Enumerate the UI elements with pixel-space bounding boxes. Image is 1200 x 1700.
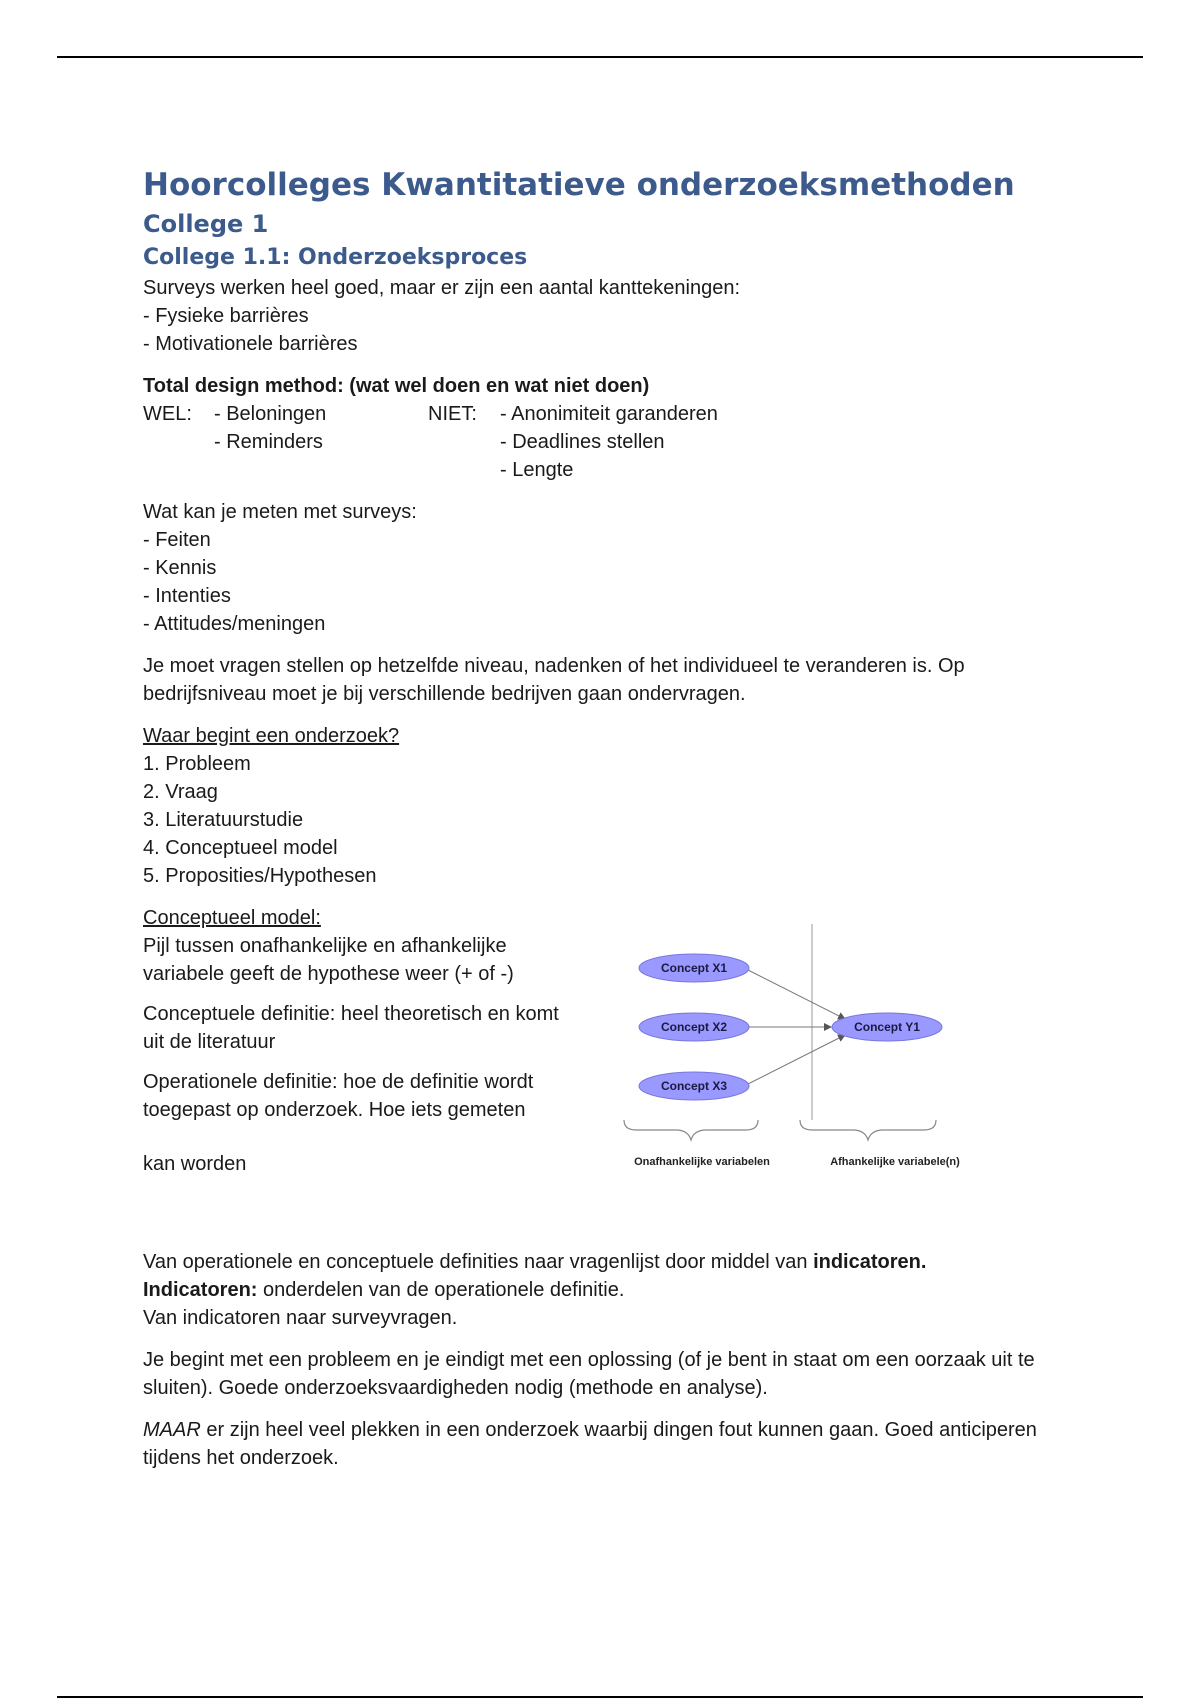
diagram-svg	[622, 924, 1062, 1214]
list-item: - Intenties	[143, 585, 231, 607]
college-heading: College 1	[143, 210, 269, 238]
concept-x2-label: Concept X2	[660, 1020, 728, 1034]
concept-y1-label: Concept Y1	[854, 1020, 920, 1034]
tdm-table	[143, 400, 1073, 484]
indicators-line-1	[143, 1248, 1073, 1276]
model-paragraph-3b: kan worden	[143, 1153, 247, 1175]
conceptual-model-diagram	[622, 924, 1062, 1214]
list-item: - Attitudes/meningen	[143, 613, 326, 635]
model-heading: Conceptueel model:	[143, 907, 321, 929]
indicators-term: Indicatoren:	[143, 1279, 258, 1301]
measure-heading: Wat kan je meten met surveys:	[143, 501, 417, 523]
list-item: - Motivationele barrières	[143, 333, 358, 355]
list-item: - Fysieke barrières	[143, 305, 309, 327]
arrow-x3-y1	[744, 1035, 845, 1086]
header-rule	[57, 56, 1143, 58]
arrow-x1-y1	[744, 968, 845, 1019]
start-heading: Waar begint een onderzoek?	[143, 725, 400, 747]
list-item: 1. Probleem	[143, 753, 251, 775]
intro-text: Surveys werken heel goed, maar er zijn een aantal kanttekeningen:	[143, 277, 741, 299]
indicators-definition: onderdelen van de operationele definitie.	[257, 1279, 625, 1301]
but-paragraph	[143, 1416, 1073, 1472]
list-item: - Lengte	[500, 459, 574, 481]
wel-label: WEL:	[143, 403, 192, 425]
concept-x1-label: Concept X1	[660, 961, 728, 975]
independent-brace	[624, 1120, 758, 1140]
list-item: - Beloningen	[214, 403, 327, 425]
model-paragraph-1: Pijl tussen onafhankelijke en afhankelijke variabele geeft de hypothese weer (+ of -)	[143, 935, 514, 985]
indicators-line-1a: Van operationele en conceptuele definities naar vragenlijst door middel van	[143, 1251, 814, 1273]
indicators-line-1b: indicatoren.	[813, 1251, 927, 1273]
list-item: 3. Literatuurstudie	[143, 809, 304, 831]
niet-label: NIET:	[428, 403, 477, 425]
but-emphasis: MAAR	[143, 1419, 201, 1441]
list-item: 5. Proposities/Hypothesen	[143, 865, 377, 887]
list-item: - Reminders	[214, 431, 323, 453]
tdm-heading: Total design method: (wat wel doen en wat niet doen)	[143, 375, 650, 397]
concept-x3-label: Concept X3	[660, 1079, 728, 1093]
indicators-line-2	[143, 1276, 1073, 1304]
dependent-brace	[800, 1120, 936, 1140]
list-item: - Anonimiteit garanderen	[500, 403, 718, 425]
footer-rule	[57, 1696, 1143, 1698]
section-heading: College 1.1: Onderzoeksproces	[143, 245, 528, 270]
independent-label: Onafhankelijke variabelen	[634, 1156, 770, 1168]
list-item: - Deadlines stellen	[500, 431, 665, 453]
conceptual-model-section	[143, 904, 1073, 1226]
dependent-label: Afhankelijke variabele(n)	[830, 1156, 960, 1168]
model-paragraph-2: Conceptuele definitie: heel theoretisch en komt uit de literatuur	[143, 1003, 559, 1053]
document-body	[143, 164, 1073, 1472]
but-text: er zijn heel veel plekken in een onderzoek waarbij dingen fout kunnen gaan. Goed anticiperen tijdens het onderzoek.	[143, 1419, 1037, 1469]
model-paragraph-3: Operationele definitie: hoe de definitie wordt toegepast op onderzoek. Hoe iets gemeten	[143, 1071, 534, 1121]
indicators-line-3: Van indicatoren naar surveyvragen.	[143, 1307, 458, 1329]
list-item: - Feiten	[143, 529, 211, 551]
problem-paragraph: Je begint met een probleem en je eindigt met een oplossing (of je bent in staat om een oorzaak uit te sluiten). Goede onderzoeksvaardigheden nodig (methode en analyse).	[143, 1349, 1035, 1399]
list-item: 2. Vraag	[143, 781, 218, 803]
list-item: - Kennis	[143, 557, 217, 579]
list-item: 4. Conceptueel model	[143, 837, 338, 859]
document-title: Hoorcolleges Kwantitatieve onderzoeksmethoden	[143, 167, 1015, 203]
level-paragraph: Je moet vragen stellen op hetzelfde niveau, nadenken of het individueel te veranderen is. Op bedrijfsniveau moet je bij verschillende bedrijven gaan ondervragen.	[143, 655, 965, 705]
